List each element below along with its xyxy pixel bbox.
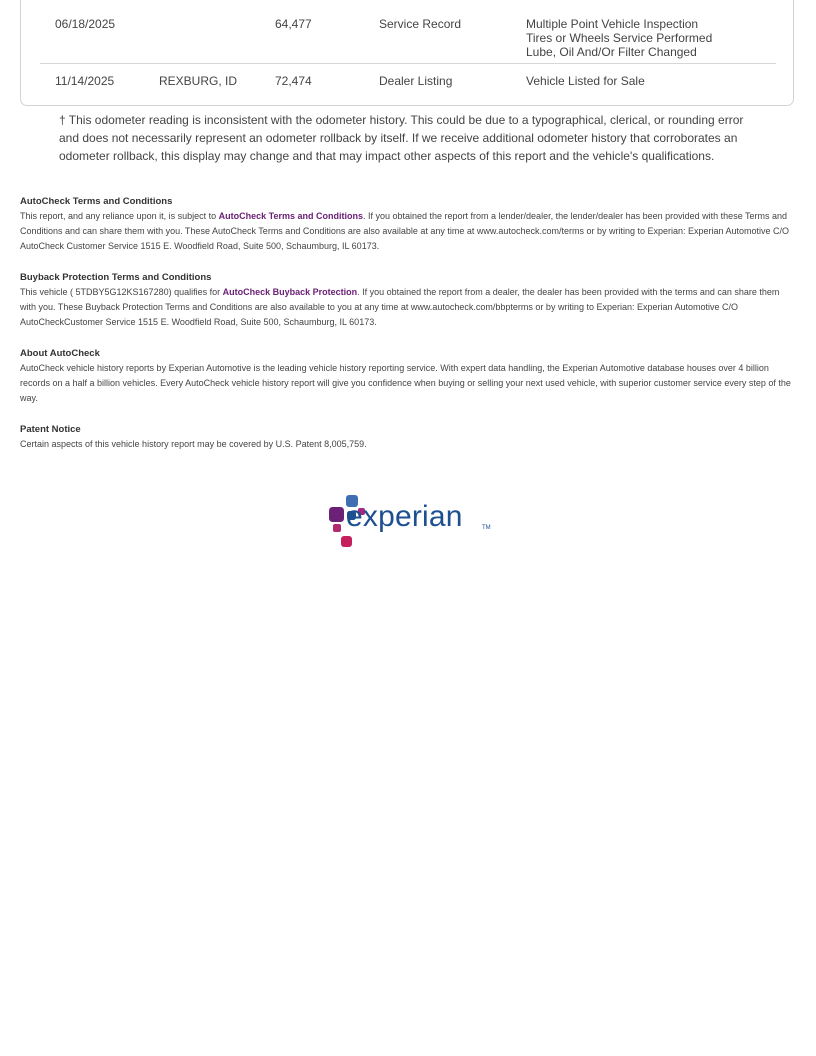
buyback-heading: Buyback Protection Terms and Conditions (20, 272, 212, 283)
row-date: 06/18/2025 (55, 17, 116, 31)
row-source: Dealer Listing (379, 74, 453, 88)
row-odometer: 64,477 (275, 17, 312, 31)
detail-line: Vehicle Listed for Sale (526, 74, 645, 88)
vehicle-history-table (20, 0, 794, 106)
terms-link[interactable]: AutoCheck Terms and Conditions (218, 211, 363, 221)
row-details (526, 74, 645, 88)
terms-section (20, 195, 796, 254)
buyback-text (20, 285, 796, 330)
trademark-symbol: TM (482, 525, 491, 531)
row-date: 11/14/2025 (55, 74, 115, 88)
terms-heading: AutoCheck Terms and Conditions (20, 196, 173, 207)
row-source: Service Record (379, 17, 462, 31)
footnote-line: † This odometer reading is inconsistent with the odometer history. This could be due to a typographical, clerical, or rounding error (59, 113, 744, 127)
footnote-line: odometer rollback, this display may change and that may impact other aspects of this report and the vehicle's qualifications. (59, 149, 715, 163)
detail-line: Tires or Wheels Service Performed (526, 31, 713, 45)
buyback-section (20, 271, 796, 330)
experian-logo (327, 493, 497, 551)
about-heading: About AutoCheck (20, 348, 100, 359)
footnote-line: and does not necessarily represent an odometer rollback by itself. If we receive additional odometer history that corroborates an (59, 131, 738, 145)
buyback-text-post: . If you obtained the report from a dealer, the dealer has been provided with the terms and can share them with you. These Buyback Protection Terms and Conditions are also available to you at any time at www.autocheck.com/bbpterms or by writing to Experian: Experian Automotive C/O AutoCheckCustomer Service 1515 E. Woodfield Road, Suite 500, Schaumburg, IL 60173. (20, 287, 780, 327)
row-divider (40, 63, 776, 64)
detail-line: Lube, Oil And/Or Filter Changed (526, 45, 697, 59)
buyback-link[interactable]: AutoCheck Buyback Protection (222, 287, 358, 297)
detail-line: Multiple Point Vehicle Inspection (526, 17, 699, 31)
experian-wordmark: experian (346, 500, 463, 533)
terms-text-pre: This report, and any reliance upon it, is subject to (20, 211, 219, 221)
patent-text: Certain aspects of this vehicle history report may be covered by U.S. Patent 8,005,759. (20, 439, 367, 449)
about-section (20, 347, 796, 406)
patent-heading: Patent Notice (20, 424, 81, 435)
odometer-footnote (59, 111, 749, 165)
row-details (526, 17, 712, 59)
about-text: AutoCheck vehicle history reports by Experian Automotive is the leading vehicle history reporting service. With expert data handling, the Experian Automotive database houses over 4 billion records on a half a billion vehicles. Every AutoCheck vehicle history report will give you confidence when buying or selling your next used vehicle, with superior customer service every step of the way. (20, 363, 791, 403)
buyback-text-pre: This vehicle ( 5TDBY5G12KS167280) qualifies for (20, 287, 223, 297)
patent-section (20, 423, 796, 452)
terms-text (20, 209, 796, 254)
row-location: REXBURG, ID (159, 74, 238, 88)
terms-text-post: . If you obtained the report from a lender/dealer, the lender/dealer has been provided with these Terms and Conditions and can share them with you. These AutoCheck Terms and Conditions are also available at any time at www.autocheck.com/terms or by writing to Experian: Experian Automotive C/O AutoCheck Customer Service 1515 E. Woodfield Road, Suite 500, Schaumburg, IL 60173. (20, 211, 790, 251)
row-odometer: 72,474 (275, 74, 312, 88)
